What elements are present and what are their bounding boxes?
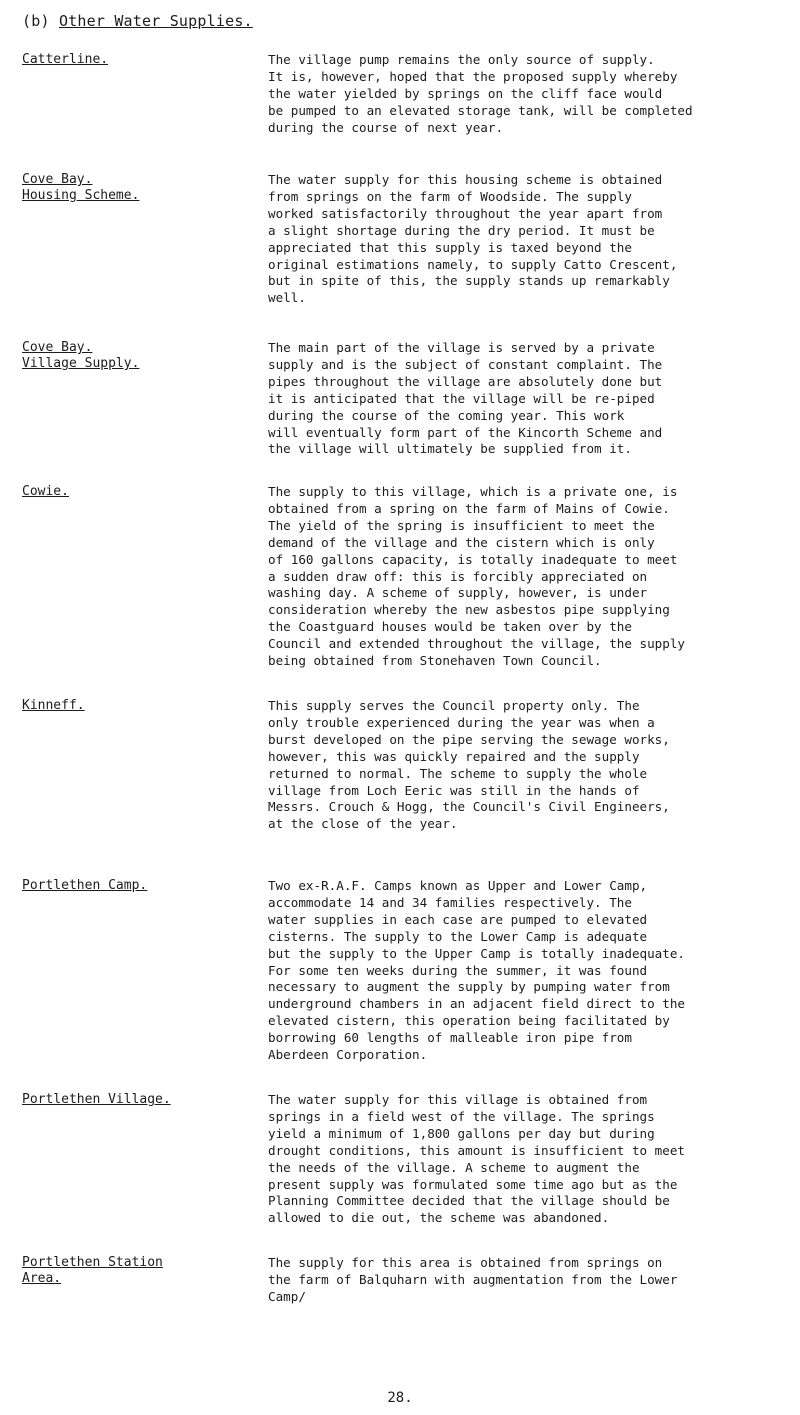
body-line: Messrs. Crouch & Hogg, the Council's Civil Engineers,	[268, 799, 670, 815]
section-body	[268, 484, 780, 670]
body-line: the village will ultimately be supplied from it.	[268, 441, 632, 457]
section-label	[22, 52, 242, 68]
body-line: a sudden draw off: this is forcibly appreciated on	[268, 568, 648, 584]
body-line: water supplies in each case are pumped to elevated	[268, 911, 648, 927]
body-line: being obtained from Stonehaven Town Council.	[268, 653, 602, 669]
heading-title: Other Water Supplies.	[58, 12, 253, 30]
body-line: The water supply for this village is obtained from	[268, 1092, 648, 1107]
body-line: Two ex-R.A.F. Camps known as Upper and Lower Camp,	[268, 878, 648, 893]
section-label	[22, 698, 242, 714]
label-line: Housing Scheme.	[22, 188, 140, 203]
body-line: The water supply for this housing scheme is obtained	[268, 172, 663, 187]
body-line: The village pump remains the only source of supply.	[268, 52, 655, 67]
section-label	[22, 172, 242, 204]
body-line: will eventually form part of the Kincorth Scheme and	[268, 424, 663, 440]
section-label	[22, 878, 242, 894]
body-line: The yield of the spring is insufficient to meet the	[268, 517, 655, 533]
body-line: village from Loch Eeric was still in the hands of	[268, 782, 640, 798]
body-line: present supply was formulated some time ago but as the	[268, 1176, 678, 1192]
body-line: a slight shortage during the dry period. It must be	[268, 222, 655, 238]
body-line: Camp/	[268, 1288, 306, 1304]
body-line: during the course of next year.	[268, 119, 504, 135]
body-line: during the course of the coming year. This work	[268, 407, 625, 423]
body-line: underground chambers in an adjacent field direct to the	[268, 996, 686, 1012]
body-line: pipes throughout the village are absolutely done but	[268, 373, 663, 389]
label-line: Cove Bay.	[22, 340, 93, 355]
body-line: This supply serves the Council property only. The	[268, 698, 640, 713]
body-line: It is, however, hoped that the proposed supply whereby	[268, 68, 678, 84]
body-line: washing day. A scheme of supply, however, is under	[268, 585, 648, 601]
body-line: the Coastguard houses would be taken over by the	[268, 619, 632, 635]
section-body	[268, 1255, 780, 1306]
label-line: Catterline.	[22, 52, 109, 67]
body-line: the needs of the village. A scheme to augment the	[268, 1159, 640, 1175]
section-body	[268, 52, 780, 137]
body-line: but in spite of this, the supply stands up remarkably	[268, 273, 670, 289]
label-line: Portlethen Camp.	[22, 878, 148, 893]
body-line: at the close of the year.	[268, 816, 458, 832]
body-line: accommodate 14 and 34 families respectively. The	[268, 894, 632, 910]
body-line: however, this was quickly repaired and the supply	[268, 748, 640, 764]
body-line: consideration whereby the new asbestos pipe supplying	[268, 602, 670, 618]
label-line: Area.	[22, 1271, 62, 1286]
label-line: Village Supply.	[22, 356, 140, 371]
body-line: supply and is the subject of constant complaint. The	[268, 356, 663, 372]
body-line: Planning Committee decided that the village should be	[268, 1193, 670, 1209]
label-line: Kinneff.	[22, 698, 85, 713]
body-line: only trouble experienced during the year was when a	[268, 714, 655, 730]
body-line: elevated cistern, this operation being facilitated by	[268, 1013, 670, 1029]
body-line: For some ten weeks during the summer, it was found	[268, 962, 648, 978]
section-body	[268, 340, 780, 458]
body-line: obtained from a spring on the farm of Mains of Cowie.	[268, 500, 670, 516]
body-line: of 160 gallons capacity, is totally inadequate to meet	[268, 551, 678, 567]
heading-prefix: (b)	[22, 12, 59, 30]
section-label	[22, 1255, 242, 1287]
body-line: returned to normal. The scheme to supply the whole	[268, 765, 648, 781]
label-line: Portlethen Station	[22, 1255, 163, 1270]
body-line: cisterns. The supply to the Lower Camp is adequate	[268, 928, 648, 944]
label-line: Cowie.	[22, 484, 69, 499]
section-label	[22, 1092, 242, 1108]
body-line: springs in a field west of the village. The springs	[268, 1108, 655, 1124]
section-body	[268, 878, 780, 1064]
body-line: borrowing 60 lengths of malleable iron pipe from	[268, 1030, 632, 1046]
body-line: original estimations namely, to supply Catto Crescent,	[268, 256, 678, 272]
section-body	[268, 1092, 780, 1227]
body-line: appreciated that this supply is taxed beyond the	[268, 239, 632, 255]
body-line: it is anticipated that the village will be re-piped	[268, 390, 655, 406]
body-line: Council and extended throughout the village, the supply	[268, 636, 686, 652]
body-line: yield a minimum of 1,800 gallons per day but during	[268, 1125, 655, 1141]
body-line: burst developed on the pipe serving the sewage works,	[268, 731, 670, 747]
body-line: necessary to augment the supply by pumping water from	[268, 979, 670, 995]
body-line: but the supply to the Upper Camp is totally inadequate.	[268, 945, 686, 961]
section-label	[22, 484, 242, 500]
section-body	[268, 698, 780, 833]
body-line: The supply for this area is obtained from springs on	[268, 1255, 663, 1270]
body-line: Aberdeen Corporation.	[268, 1047, 428, 1063]
label-line: Cove Bay.	[22, 172, 93, 187]
body-line: The main part of the village is served by a private	[268, 340, 655, 355]
body-line: the water yielded by springs on the cliff face would	[268, 85, 663, 101]
body-line: The supply to this village, which is a private one, is	[268, 484, 678, 499]
label-line: Portlethen Village.	[22, 1092, 171, 1107]
body-line: worked satisfactorily throughout the year apart from	[268, 205, 663, 221]
section-label	[22, 340, 242, 372]
section-body	[268, 172, 780, 307]
body-line: from springs on the farm of Woodside. The supply	[268, 188, 632, 204]
section-heading	[22, 12, 253, 30]
page-number: 28.	[387, 1390, 413, 1406]
body-line: allowed to die out, the scheme was abandoned.	[268, 1210, 610, 1226]
body-line: well.	[268, 290, 306, 306]
body-line: drought conditions, this amount is insufficient to meet	[268, 1142, 686, 1158]
body-line: demand of the village and the cistern which is only	[268, 534, 655, 550]
body-line: the farm of Balquharn with augmentation from the Lower	[268, 1271, 678, 1287]
body-line: be pumped to an elevated storage tank, will be completed	[268, 102, 693, 118]
